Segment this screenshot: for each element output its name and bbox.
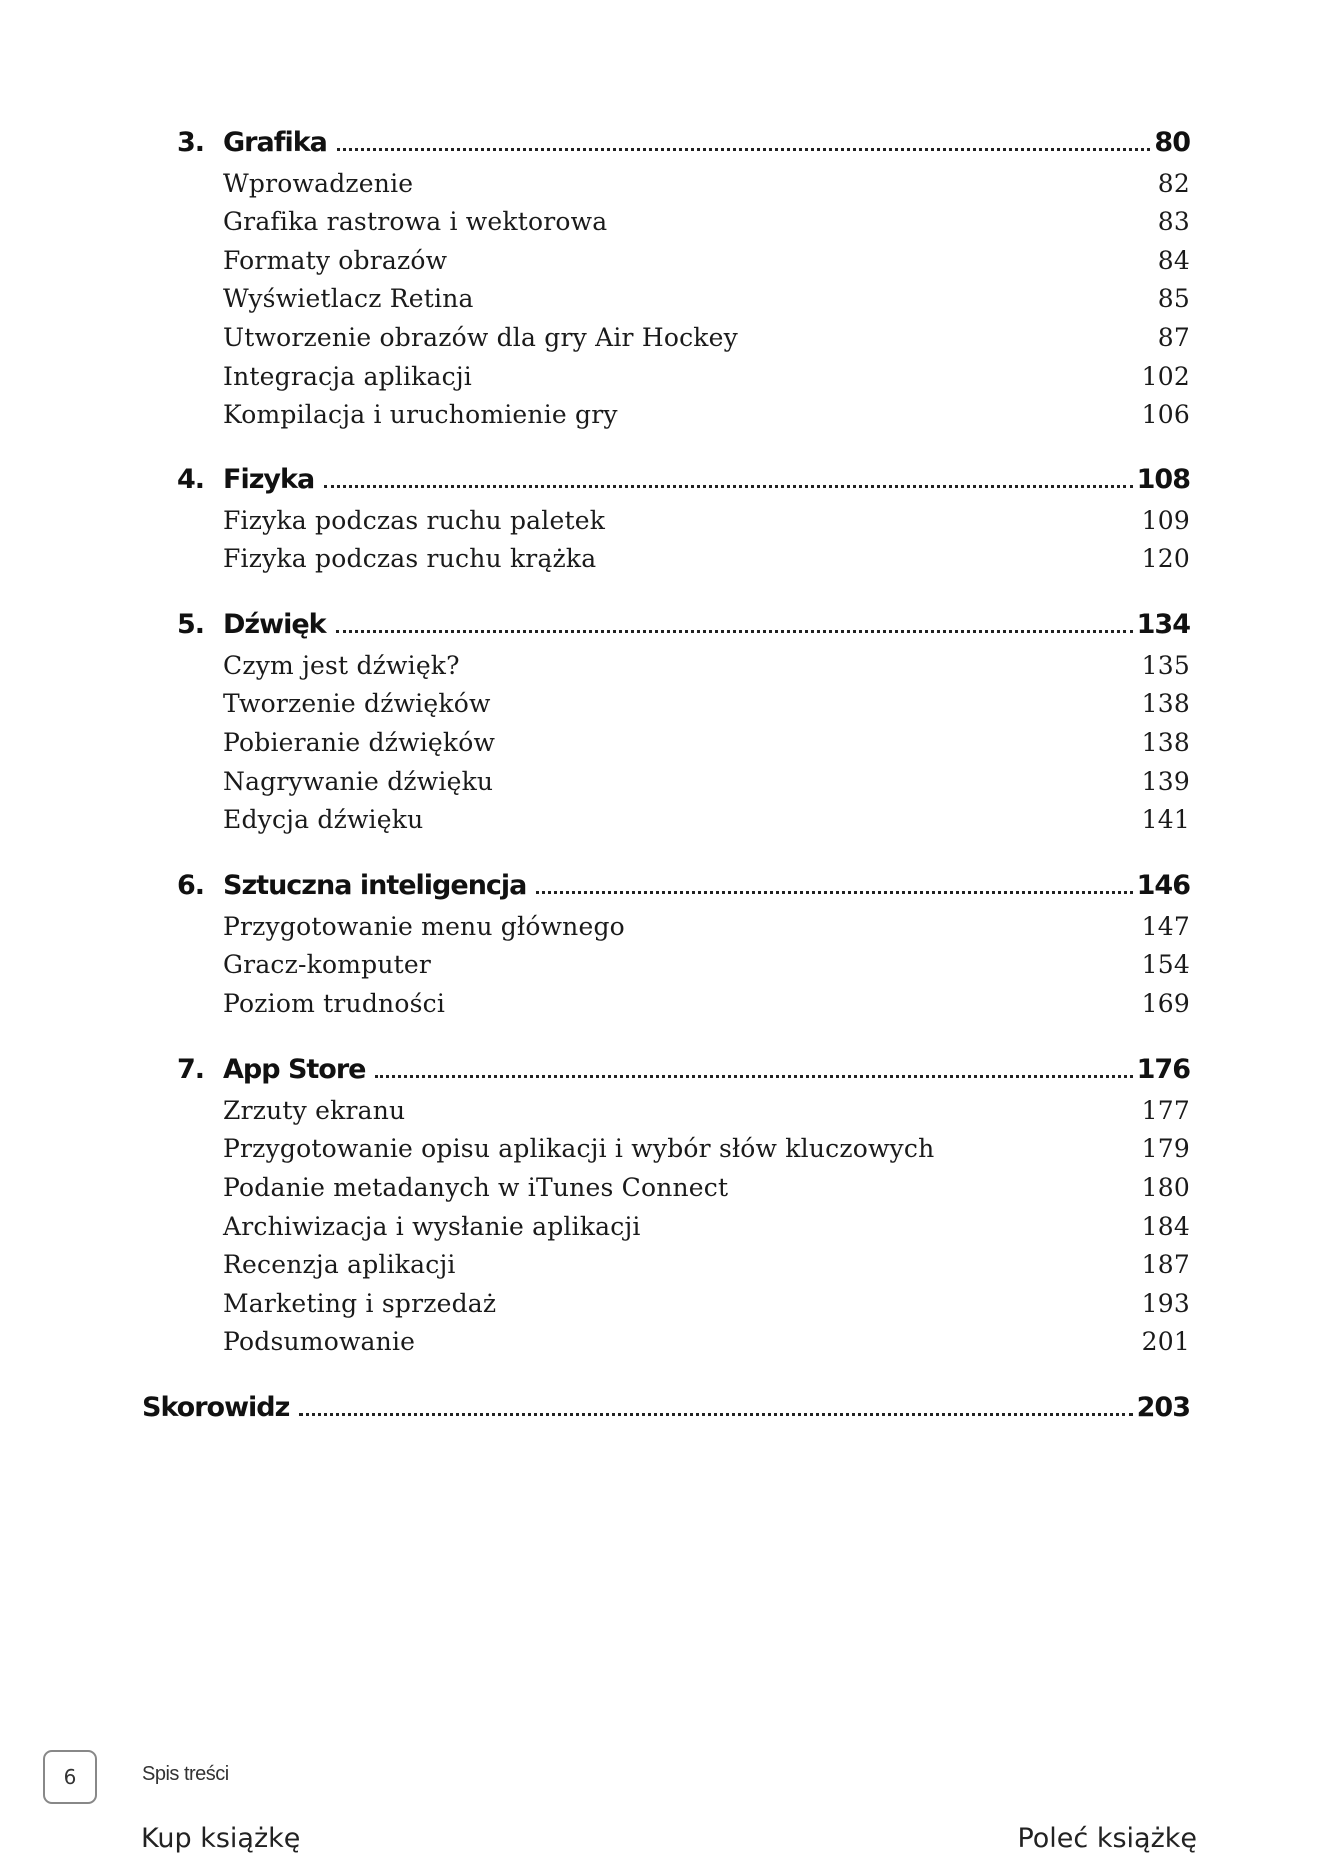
section-entry (223, 1322, 1190, 1356)
section-page: 141 (1141, 805, 1190, 834)
section-page: 135 (1141, 651, 1190, 680)
section-entry (223, 539, 1190, 573)
section-page: 180 (1141, 1173, 1190, 1202)
chapter-title: Dźwięk (223, 609, 326, 640)
chapter-page: 134 (1136, 609, 1190, 640)
section-title: Przygotowanie menu głównego (223, 912, 625, 941)
section-entry (223, 1207, 1190, 1241)
section-entry (223, 684, 1190, 718)
chapter-number: 4. (177, 464, 205, 495)
section-entry (223, 800, 1190, 834)
section-page: 85 (1157, 284, 1190, 313)
section-page: 184 (1141, 1212, 1190, 1241)
section-title: Fizyka podczas ruchu krążka (223, 544, 597, 573)
section-page: 169 (1141, 989, 1190, 1018)
section-title: Marketing i sprzedaż (223, 1289, 497, 1318)
section-entry (223, 1091, 1190, 1125)
section-entry (223, 762, 1190, 796)
page-number-box (43, 1750, 97, 1804)
buy-book-link[interactable]: Kup książkę (141, 1823, 301, 1854)
dot-leader (336, 630, 1133, 633)
section-entry (223, 945, 1190, 979)
section-title: Gracz-komputer (223, 950, 432, 979)
recommend-book-link[interactable]: Poleć książkę (1017, 1823, 1197, 1854)
section-title: Fizyka podczas ruchu paletek (223, 506, 606, 535)
section-entry (223, 395, 1190, 429)
section-title: Tworzenie dźwięków (223, 689, 491, 718)
section-page: 154 (1141, 950, 1190, 979)
section-entry (223, 318, 1190, 352)
chapter-heading (177, 1045, 1190, 1085)
section-page: 109 (1141, 506, 1190, 535)
index-title: Skorowidz (142, 1392, 290, 1423)
section-entry (223, 202, 1190, 236)
section-entry (223, 501, 1190, 535)
chapter-heading (177, 600, 1190, 640)
section-title: Podsumowanie (223, 1327, 416, 1356)
chapter-heading (177, 118, 1190, 158)
section-page: 177 (1141, 1096, 1190, 1125)
section-title: Archiwizacja i wysłanie aplikacji (223, 1212, 641, 1241)
section-title: Integracja aplikacji (223, 362, 472, 391)
section-entry (223, 241, 1190, 275)
chapter-page: 108 (1136, 464, 1190, 495)
chapter-number: 3. (177, 127, 205, 158)
section-title: Pobieranie dźwięków (223, 728, 496, 757)
index-page: 203 (1136, 1392, 1190, 1423)
chapter-heading (177, 455, 1190, 495)
section-title: Zrzuty ekranu (223, 1096, 406, 1125)
section-entry (223, 1284, 1190, 1318)
section-entry (223, 1129, 1190, 1163)
section-entry (223, 723, 1190, 757)
chapter-heading (177, 861, 1190, 901)
section-page: 147 (1141, 912, 1190, 941)
section-page: 87 (1157, 323, 1190, 352)
section-page: 106 (1141, 400, 1190, 429)
section-title: Podanie metadanych w iTunes Connect (223, 1173, 729, 1202)
section-title: Nagrywanie dźwięku (223, 767, 494, 796)
chapter-page: 146 (1136, 870, 1190, 901)
section-page: 139 (1141, 767, 1190, 796)
dot-leader (536, 891, 1132, 894)
section-entry (223, 164, 1190, 198)
chapter-title: App Store (223, 1054, 366, 1085)
section-page: 138 (1141, 689, 1190, 718)
section-entry (223, 357, 1190, 391)
page-number: 6 (63, 1765, 77, 1789)
section-title: Utworzenie obrazów dla gry Air Hockey (223, 323, 738, 352)
chapter-title: Grafika (223, 127, 327, 158)
section-title: Czym jest dźwięk? (223, 651, 460, 680)
section-title: Grafika rastrowa i wektorowa (223, 207, 608, 236)
section-entry (223, 279, 1190, 313)
section-title: Kompilacja i uruchomienie gry (223, 400, 618, 429)
chapter-number: 5. (177, 609, 205, 640)
section-page: 102 (1141, 362, 1190, 391)
index-heading (142, 1383, 1190, 1423)
chapter-page: 176 (1136, 1054, 1190, 1085)
section-title: Formaty obrazów (223, 246, 448, 275)
chapter-title: Fizyka (223, 464, 315, 495)
section-title: Edycja dźwięku (223, 805, 424, 834)
section-entry (223, 984, 1190, 1018)
section-entry (223, 1168, 1190, 1202)
running-title: Spis treści (142, 1763, 229, 1785)
section-page: 187 (1141, 1250, 1190, 1279)
section-title: Recenzja aplikacji (223, 1250, 456, 1279)
chapter-number: 7. (177, 1054, 205, 1085)
section-page: 193 (1141, 1289, 1190, 1318)
section-page: 120 (1141, 544, 1190, 573)
section-page: 84 (1157, 246, 1190, 275)
section-title: Przygotowanie opisu aplikacji i wybór słów kluczowych (223, 1134, 935, 1163)
dot-leader (375, 1075, 1132, 1078)
section-page: 138 (1141, 728, 1190, 757)
section-page: 179 (1141, 1134, 1190, 1163)
section-entry (223, 907, 1190, 941)
section-title: Wyświetlacz Retina (223, 284, 474, 313)
section-title: Wprowadzenie (223, 169, 414, 198)
section-entry (223, 1245, 1190, 1279)
dot-leader (324, 485, 1132, 488)
dot-leader (337, 148, 1151, 151)
dot-leader (299, 1413, 1132, 1416)
chapter-page: 80 (1154, 127, 1190, 158)
section-page: 83 (1157, 207, 1190, 236)
chapter-title: Sztuczna inteligencja (223, 870, 527, 901)
section-title: Poziom trudności (223, 989, 446, 1018)
section-entry (223, 646, 1190, 680)
section-page: 82 (1157, 169, 1190, 198)
section-page: 201 (1141, 1327, 1190, 1356)
chapter-number: 6. (177, 870, 205, 901)
